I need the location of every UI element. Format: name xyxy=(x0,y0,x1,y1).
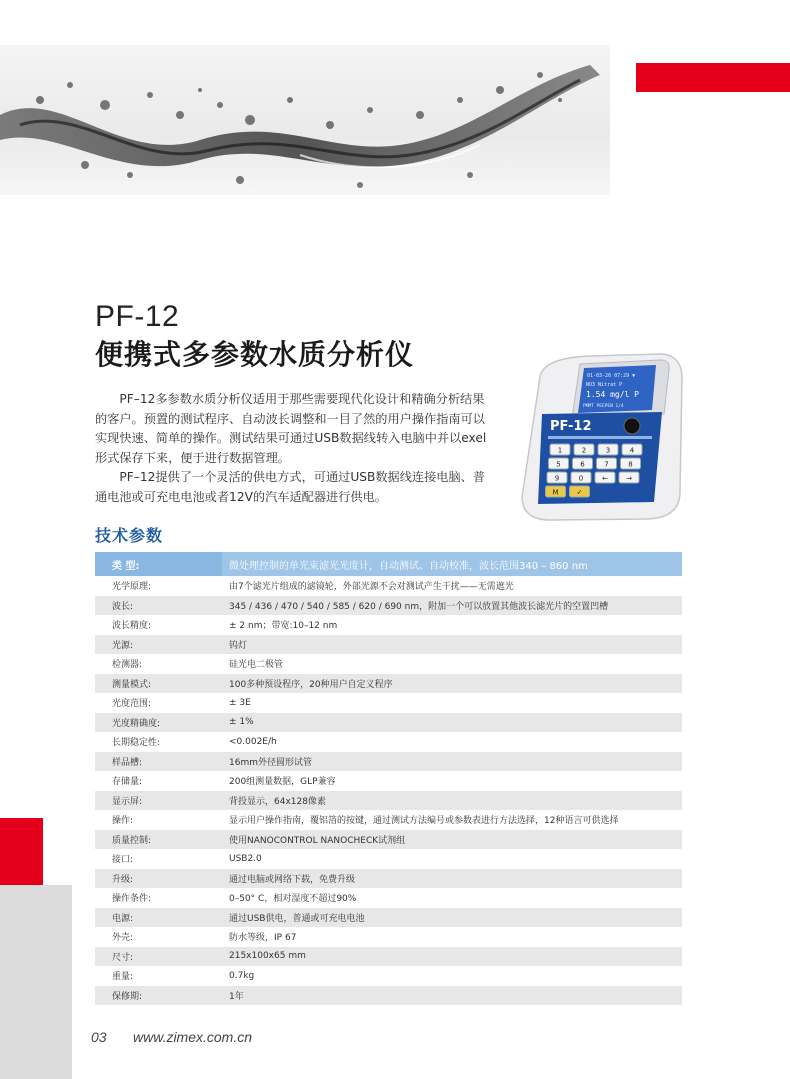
red-side-block xyxy=(0,818,43,885)
device-key-label: 6 xyxy=(580,460,585,469)
device-key xyxy=(621,458,641,469)
spec-label: 光度精确度: xyxy=(112,718,161,729)
spec-table-row xyxy=(95,791,682,811)
page-number: 03 xyxy=(91,1029,107,1045)
spec-table-row xyxy=(95,771,682,791)
spec-table-row xyxy=(95,635,682,655)
spec-table-row xyxy=(95,908,682,928)
device-key xyxy=(549,458,569,469)
spec-table-row xyxy=(95,947,682,967)
section-title: 技术参数 xyxy=(95,526,164,545)
spec-label: 样品槽: xyxy=(112,757,143,768)
spec-value: 200组测量数据，GLP兼容 xyxy=(229,777,336,788)
spec-value: USB2.0 xyxy=(229,853,262,864)
device-key xyxy=(595,472,615,483)
spec-table-row xyxy=(95,674,682,694)
product-name-title: 便携式多参数水质分析仪 xyxy=(95,338,415,371)
spec-table xyxy=(95,552,682,1005)
spec-table-row xyxy=(95,615,682,635)
spec-table-row xyxy=(95,849,682,869)
product-model-title: PF-12 xyxy=(95,300,180,333)
spec-table-row xyxy=(95,732,682,752)
device-key-label: 9 xyxy=(554,474,560,483)
device-key-label: 4 xyxy=(629,446,635,455)
device-key-label: 1 xyxy=(557,446,563,455)
spec-label: 升级: xyxy=(112,874,134,885)
spec-value: 16mm外径圆形试管 xyxy=(229,757,312,768)
spec-label: 尺寸: xyxy=(112,952,134,963)
spec-label: 质量控制: xyxy=(112,835,152,846)
water-splash-banner xyxy=(0,45,610,195)
spec-value: 钨灯 xyxy=(229,640,248,651)
spec-label: 操作: xyxy=(112,816,134,827)
spec-table-row xyxy=(95,693,682,713)
device-key-label: ✓ xyxy=(576,488,583,497)
water-splash-image xyxy=(0,45,610,195)
spec-value: 100多种预设程序，20种用户自定义程序 xyxy=(229,679,393,690)
device-key-label: 7 xyxy=(604,460,609,469)
spec-value: 由7个滤光片组成的滤镜轮，外部光源不会对测试产生干扰——无需遮光 xyxy=(229,582,514,593)
spec-value: 使用NANOCONTROL NANOCHECK试剂组 xyxy=(229,835,406,846)
spec-value: 背投显示，64x128像素 xyxy=(229,796,326,807)
device-key-label: 3 xyxy=(605,446,611,455)
device-key-label: 2 xyxy=(581,446,587,455)
spec-value: ± 3E xyxy=(229,697,251,708)
spec-value: 显示用户操作指南，覆铝箔的按键，通过测试方法编号或参数表进行方法选择，12种语言可供选择 xyxy=(229,816,619,827)
spec-table-header-row xyxy=(95,552,682,576)
spec-label: 测量模式: xyxy=(112,679,152,690)
spec-label: 波长精度: xyxy=(112,621,152,632)
spec-table-row xyxy=(95,927,682,947)
device-key xyxy=(574,444,594,455)
device-key xyxy=(573,458,593,469)
spec-table-row xyxy=(95,713,682,733)
spec-value: 硅光电二极管 xyxy=(229,660,284,671)
spec-label: 重量: xyxy=(112,972,134,983)
spec-table-row xyxy=(95,752,682,772)
spec-value: ± 1% xyxy=(229,717,254,728)
device-key-label: M xyxy=(552,488,559,497)
spec-table-row xyxy=(95,986,682,1006)
spec-value: 防水等级，IP 67 xyxy=(229,933,297,944)
spec-value: <0.002E/h xyxy=(229,736,277,747)
spec-label: 光度范围: xyxy=(112,699,152,710)
spec-value: 345 / 436 / 470 / 540 / 585 / 620 / 690 nm，附加一个可以放置其他波长滤光片的空置凹槽 xyxy=(229,601,609,612)
device-key xyxy=(546,486,566,497)
screen-line: NO3 Nitrat P xyxy=(586,382,623,388)
device-model-label: PF-12 xyxy=(550,419,592,434)
device-key xyxy=(571,472,591,483)
spec-label: 长期稳定性: xyxy=(112,738,161,749)
spec-label: 显示屏: xyxy=(112,796,143,807)
red-accent-bar xyxy=(636,63,790,92)
spec-value: 微处理控制的单光束滤光光度计，自动测试、自动校准，波长范围340 – 860 nm xyxy=(229,560,588,572)
spec-label: 光源: xyxy=(112,640,134,651)
screen-line: 01-03-26 07:29 ▼ xyxy=(587,373,636,379)
device-key xyxy=(570,486,590,497)
spec-label: 操作条件: xyxy=(112,894,152,905)
device-key-label: ← xyxy=(602,474,608,483)
spec-label: 外壳: xyxy=(112,933,134,944)
spec-label: 保修期: xyxy=(112,991,143,1002)
device-key xyxy=(547,472,567,483)
spec-label: 光学原理: xyxy=(112,582,152,593)
spec-value: 1年 xyxy=(229,991,244,1002)
spec-table-row xyxy=(95,888,682,908)
device-key-label: 8 xyxy=(628,460,633,469)
gray-side-block xyxy=(0,885,72,1079)
spec-table-row xyxy=(95,966,682,986)
screen-line: PMMT PEEPEN 1/4 xyxy=(583,404,624,409)
device-key xyxy=(550,444,570,455)
spec-table-row xyxy=(95,810,682,830)
spec-value: 0.7kg xyxy=(229,970,255,981)
spec-table-row xyxy=(95,654,682,674)
device-key xyxy=(622,444,642,455)
spec-label: 接口: xyxy=(112,855,134,866)
spec-table-row xyxy=(95,869,682,889)
device-photo xyxy=(520,352,690,526)
intro-text xyxy=(95,390,495,507)
intro-paragraph: PF–12多参数水质分析仪适用于那些需要现代化设计和精确分析结果的客户。预置的测试程序、自动波长调整和一目了然的用户操作指南可以实现快速、简单的操作。测试结果可通过USB数据线转入电脑中并以exel形式保存下来，便于进行数据管理。 xyxy=(95,392,487,465)
spec-value: 0–50° C，相对湿度不超过90% xyxy=(229,894,357,905)
spec-label: 波长: xyxy=(112,601,134,612)
device-key-label: 5 xyxy=(556,460,561,469)
spec-label: 类 型: xyxy=(95,552,222,576)
spec-label: 存储量: xyxy=(112,777,143,788)
website-url: www.zimex.com.cn xyxy=(133,1029,253,1045)
device-key xyxy=(619,472,639,483)
spec-value: 通过电脑或网络下载，免费升级 xyxy=(229,874,356,885)
spec-value: 215x100x65 mm xyxy=(229,951,306,962)
device-key-label: 0 xyxy=(578,474,584,483)
device-key xyxy=(598,444,618,455)
device-key xyxy=(597,458,617,469)
spec-table-row xyxy=(95,596,682,616)
screen-line: 1.54 mg/l P xyxy=(586,390,639,399)
spec-table-row xyxy=(95,830,682,850)
spec-value: 通过USB供电，普通或可充电电池 xyxy=(229,913,365,924)
device-key-label: → xyxy=(626,474,632,483)
spec-table-row xyxy=(95,576,682,596)
intro-paragraph: PF–12提供了一个灵活的供电方式，可通过USB数据线连接电脑、普通电池或可充电电池或者12V的汽车适配器进行供电。 xyxy=(95,470,486,504)
spec-label: 电源: xyxy=(112,913,134,924)
spec-value: ± 2 nm；带宽:10–12 nm xyxy=(229,621,338,632)
spec-label: 检测器: xyxy=(112,660,143,671)
